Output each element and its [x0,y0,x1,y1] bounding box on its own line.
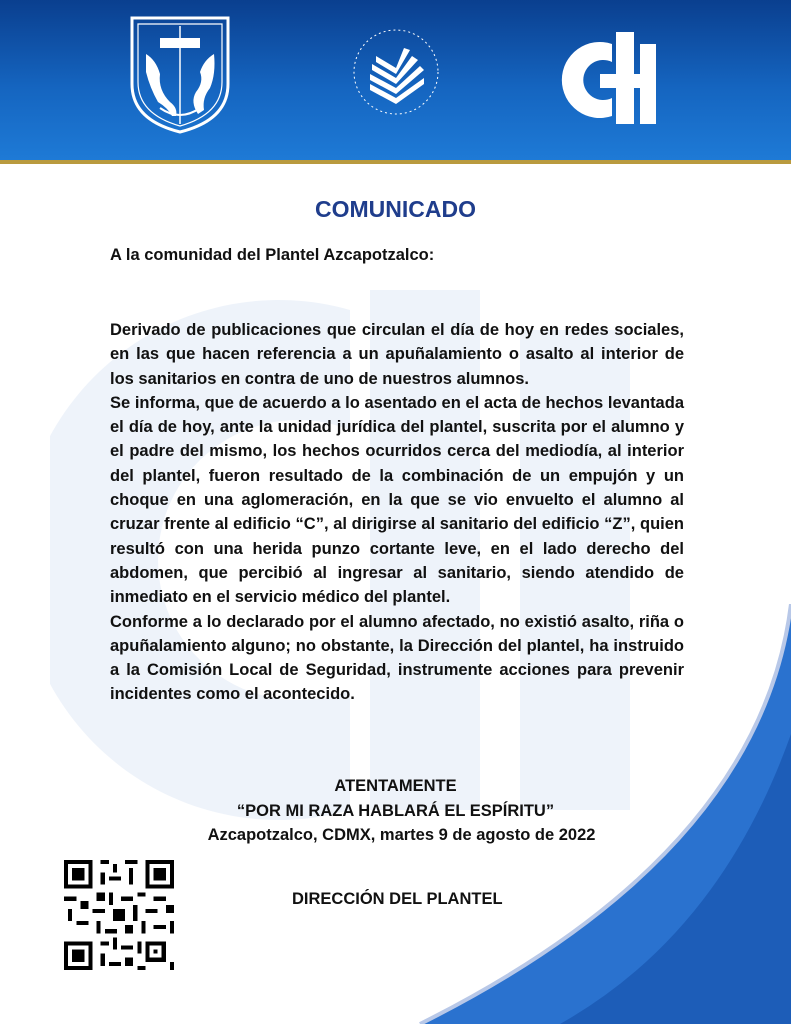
cch-logo [340,22,452,122]
ch-logo [560,30,660,130]
closing-regards: ATENTAMENTE [334,777,457,795]
paragraph: Derivado de publicaciones que circulan el día de hoy en redes sociales, en las que hacen referencia a un apuñalamiento o asalto al interior de los sanitarios en contra de uno de nuestros alumnos. [110,321,684,388]
header-banner [0,0,791,164]
document-title: COMUNICADO [315,196,476,222]
unam-shield-logo [124,12,236,136]
signature: DIRECCIÓN DEL PLANTEL [292,890,503,908]
paragraph: Conforme a lo declarado por el alumno afectado, no existió asalto, riña o apuñalamiento alguno; no obstante, la Dirección del plantel, ha instruido a la Comisión Local de Seguridad, instrumente acciones para prevenir incidentes como el acontecido. [110,612,684,704]
closing-date: Azcapotzalco, CDMX, martes 9 de agosto de 2022 [207,826,596,844]
closing-motto: “POR MI RAZA HABLARÁ EL ESPÍRITU” [236,801,555,820]
paragraph: Se informa, que de acuerdo a lo asentado en el acta de hechos levantada el día de hoy, ante la unidad jurídica del plantel, suscrita por el alumno y el padre del mismo, los hechos ocurridos cerca del mediodía, al interior del plantel, fueron resultado de la combinación de un empujón y un choque en una aglomeración, en la que se vio envuelto el alumno al cruzar frente al edificio “C”, al dirigirse al sanitario del edificio “Z”, quien resultó con una herida punzo cortante leve, en el lado derecho del abdomen, que percibió al ingresar al sanitario, siendo atendido de inmediato en el servicio médico del plantel. [110,393,684,607]
salutation: A la comunidad del Plantel Azcapotzalco: [110,246,435,264]
closing-block [0,774,791,848]
qr-code[interactable] [60,856,178,974]
document-body [110,318,684,707]
